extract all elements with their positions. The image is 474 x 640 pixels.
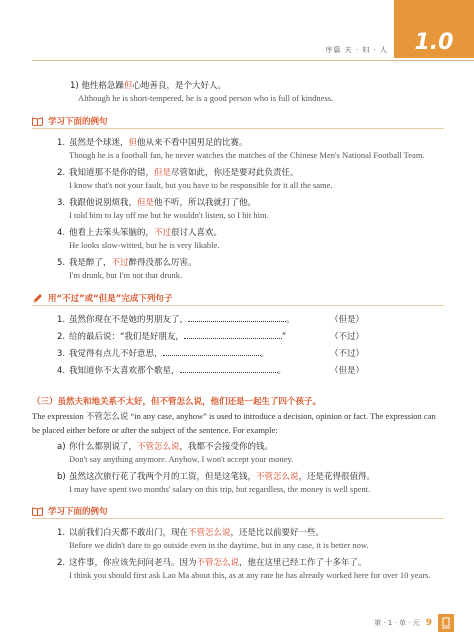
page-number: 9 [425,618,432,628]
chapter-number: 1.0 [414,30,454,55]
chapter-tab [394,0,474,58]
pencil-icon [32,293,43,304]
unit-label: 第 · 1 · 单 · 元 [374,619,420,627]
example-2-2-en: I think you should first ask Lao Ma about this, as at any rate he has already worked here for over 10 years. [69,570,431,580]
book-icon [32,117,43,126]
exercise-2-hint: （不过） [330,332,365,342]
footer-emblem-icon [438,614,454,632]
exercise-1-hint: （但是） [330,315,365,325]
section-divider [32,518,444,519]
exercise-4-hint: （但是） [330,366,365,376]
section-heading-examples-1: 学习下面的例句 [32,115,108,127]
grammar-point-heading: （三）虽然夫和地关系不太好，但不管怎么说，他们还是一起生了四个孩子。 [32,397,322,407]
exercise-1: 1. 虽然你现在不是她的男朋友了， 。 [57,315,295,325]
grammar-example-a-en: Don't say anything anymore. Anyhow, I won't accept your money. [69,454,294,464]
intro-zh: 1) 他性格急躁但心地善良，是个大好人。 [70,81,226,91]
example-2-en: I know that's not your fault, but you have to be responsible for it all the same. [69,180,333,190]
intro-en: Although he is short-tempered, he is a good person who is full of kindness. [78,93,334,103]
exercise-4: 4. 我知道你不太喜欢那个歌星， 。 [57,366,287,376]
example-5-zh: 5. 我是醉了，不过醉得没那么厉害。 [57,258,197,268]
section-divider [32,305,444,306]
page-footer [374,614,454,632]
section-heading-examples-2: 学习下面的例句 [32,505,108,517]
example-2-1-en: Before we didn't dare to go outside even in the daytime, but in any case, it is better now. [69,540,369,550]
grammar-example-b-en: I may have spent two months' salary on this trip, but regardless, the money is well spent. [69,484,371,494]
example-3-en: I told him to lay off me but he wouldn't listen, so I hit him. [69,210,269,220]
grammar-explanation: The expression 不管怎么说 “in any case, anyhow” is used to introduce a decision, opinion or fact. The expression can be placed either before or after the subject of the sentence. For example: [32,411,436,435]
section-divider [32,128,444,129]
exercise-3-hint: （不过） [330,349,365,359]
example-1-en: Though he is a football fan, he never watches the matches of the Chinese Men's National Football Team. [69,150,425,160]
book-icon [32,507,43,516]
exercise-2: 2. 给的最后说：“我们是好朋友， ” [57,332,287,342]
example-1-zh: 1. 虽然是个球迷，但他从来不看中国男足的比赛。 [57,138,248,148]
example-2-1-zh: 1. 以前我们白天都不敢出门，现在不管怎么说，还是比以前要好一些。 [57,528,325,538]
grammar-example-a-zh: a) 你什么都别说了，不管怎么说，我都不会接受你的钱。 [57,442,274,452]
grammar-example-b-zh: b) 虽然这次旅行花了我两个月的工资，但是这笔钱，不管怎么说，还是花得很值得。 [57,472,376,482]
header-divider [32,60,474,61]
answer-blank[interactable] [163,348,261,356]
example-3-zh: 3. 我跟他说别烦我，但是他不听，所以我就打了他。 [57,198,257,208]
example-4-en: He looks slow-witted, but he is very likable. [69,240,220,250]
answer-blank[interactable] [184,331,282,339]
example-2-2-zh: 2. 这件事，你应该先问问老马。因为不管怎么说，他在这里已经工作了十多年了。 [57,558,367,568]
answer-blank[interactable] [180,365,278,373]
example-4-zh: 4. 他看上去笨头笨脑的，不过很讨人喜欢。 [57,228,223,238]
section-heading-exercise: 用“不过”或“但是”完成下列句子 [32,292,172,304]
answer-blank[interactable] [188,314,286,322]
example-5-en: I'm drunk, but I'm not that drunk. [69,270,183,280]
example-2-zh: 2. 我知道那不是你的错，但是尽管如此，你还是要对此负责任。 [57,168,299,178]
chapter-title: 序篇 夫 · 妇 · 人 [325,46,388,54]
exercise-3: 3. 我觉得有点儿不好意思， 。 [57,349,270,359]
